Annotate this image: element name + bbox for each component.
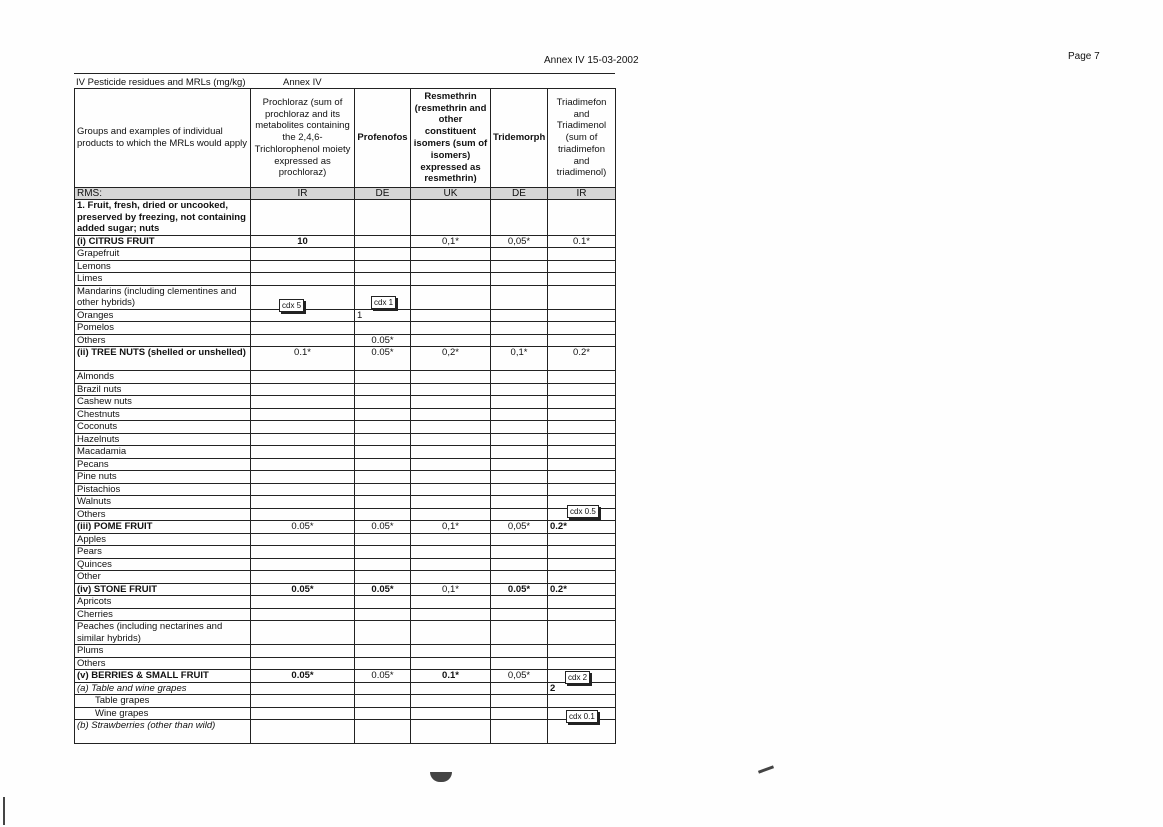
table-title: IV Pesticide residues and MRLs (mg/kg)	[76, 77, 246, 88]
mrl-value-cell	[491, 334, 548, 347]
mrl-value-cell	[355, 483, 411, 496]
mrl-value-cell	[355, 383, 411, 396]
mrl-value-cell	[355, 508, 411, 521]
mrl-value-cell	[548, 720, 616, 744]
mrl-value-cell	[355, 446, 411, 459]
rms-cell: DE	[491, 188, 548, 200]
mrl-value-cell	[411, 334, 491, 347]
mrl-value-cell	[355, 260, 411, 273]
mrl-value-cell	[491, 720, 548, 744]
mrl-value-cell	[491, 707, 548, 720]
table-row	[75, 371, 616, 384]
mrl-value-cell: 0,2*	[411, 347, 491, 371]
mrl-value-cell: 0.05*	[355, 334, 411, 347]
mrl-value-cell	[411, 371, 491, 384]
mrl-value-cell	[411, 546, 491, 559]
mrl-value-cell	[355, 200, 411, 236]
mrl-value-cell	[411, 383, 491, 396]
product-label: Cashew nuts	[75, 396, 251, 409]
product-label: Pistachios	[75, 483, 251, 496]
product-label: Pears	[75, 546, 251, 559]
mrl-value-cell: 0,1*	[411, 521, 491, 534]
mrl-value-cell	[251, 533, 355, 546]
mrl-value-cell	[411, 273, 491, 286]
mrl-value-cell	[548, 371, 616, 384]
mrl-value-cell	[251, 334, 355, 347]
table-row	[75, 200, 616, 236]
mrl-value-cell	[548, 285, 616, 309]
mrl-value-cell	[548, 248, 616, 261]
product-label: (b) Strawberries (other than wild)	[75, 720, 251, 744]
product-label: Brazil nuts	[75, 383, 251, 396]
product-label: (i) CITRUS FRUIT	[75, 235, 251, 248]
product-label: Wine grapes	[75, 707, 251, 720]
table-row	[75, 496, 616, 509]
mrl-value-cell	[251, 596, 355, 609]
table-row	[75, 347, 616, 371]
mrl-value-cell	[491, 546, 548, 559]
mrl-value-cell	[411, 533, 491, 546]
mrl-value-cell	[491, 260, 548, 273]
mrl-value-cell	[491, 383, 548, 396]
mrl-value-cell: 0.05*	[251, 521, 355, 534]
table-row	[75, 670, 616, 683]
mrl-value-cell	[491, 621, 548, 645]
mrl-value-cell	[251, 608, 355, 621]
table-row	[75, 483, 616, 496]
mrl-value-cell	[491, 571, 548, 584]
product-label: Oranges	[75, 309, 251, 322]
mrl-value-cell	[548, 645, 616, 658]
mrl-value-cell	[251, 645, 355, 658]
mrl-value-cell	[548, 608, 616, 621]
table-row	[75, 334, 616, 347]
mrl-value-cell	[491, 558, 548, 571]
mrl-value-cell	[355, 695, 411, 708]
product-label: Others	[75, 657, 251, 670]
product-label: Walnuts	[75, 496, 251, 509]
mrl-value-cell: 0.1*	[251, 347, 355, 371]
mrl-value-cell	[411, 657, 491, 670]
mrl-value-cell	[548, 695, 616, 708]
rms-label: RMS:	[75, 188, 251, 200]
mrl-value-cell	[251, 260, 355, 273]
mrl-value-cell	[251, 695, 355, 708]
mrl-value-cell	[491, 645, 548, 658]
table-row	[75, 396, 616, 409]
product-label: Pomelos	[75, 322, 251, 335]
mrl-value-cell	[491, 285, 548, 309]
table-row	[75, 657, 616, 670]
mrl-value-cell	[411, 322, 491, 335]
mrl-value-cell	[491, 471, 548, 484]
product-label: Macadamia	[75, 446, 251, 459]
mrl-value-cell	[491, 248, 548, 261]
product-label: Limes	[75, 273, 251, 286]
mrl-value-cell	[251, 383, 355, 396]
table-row	[75, 583, 616, 596]
rms-cell: UK	[411, 188, 491, 200]
mrl-value-cell	[355, 682, 411, 695]
mrl-value-cell	[355, 248, 411, 261]
table-row	[75, 720, 616, 744]
mrl-value-cell: 0.1*	[411, 670, 491, 683]
mrl-value-cell	[355, 458, 411, 471]
product-label: (ii) TREE NUTS (shelled or unshelled)	[75, 347, 251, 371]
mrl-value-cell	[491, 596, 548, 609]
mrl-value-cell	[251, 571, 355, 584]
product-label: Apples	[75, 533, 251, 546]
product-label: Other	[75, 571, 251, 584]
table-row	[75, 458, 616, 471]
rms-row	[75, 188, 616, 200]
mrl-value-cell: 0,05*	[491, 235, 548, 248]
mrl-value-cell: 0,1*	[411, 235, 491, 248]
mrl-value-cell: 0,1*	[491, 347, 548, 371]
mrl-value-cell	[251, 446, 355, 459]
mrl-value-cell	[548, 471, 616, 484]
mrl-value-cell	[251, 396, 355, 409]
table-row	[75, 248, 616, 261]
mrl-value-cell	[491, 458, 548, 471]
mrl-value-cell	[411, 596, 491, 609]
mrl-value-cell	[355, 433, 411, 446]
mrl-value-cell	[355, 707, 411, 720]
mrl-value-cell	[251, 508, 355, 521]
mrl-value-cell: 0.1*	[548, 235, 616, 248]
rms-cell: IR	[548, 188, 616, 200]
rms-cell: IR	[251, 188, 355, 200]
mrl-value-cell	[411, 458, 491, 471]
mrl-value-cell	[491, 533, 548, 546]
table-row	[75, 433, 616, 446]
mrl-value-cell: 0.05*	[355, 670, 411, 683]
product-label: Cherries	[75, 608, 251, 621]
table-row	[75, 273, 616, 286]
mrl-value-cell	[411, 260, 491, 273]
product-label: Plums	[75, 645, 251, 658]
mrl-value-cell	[411, 421, 491, 434]
mrl-value-cell	[355, 533, 411, 546]
mrl-value-cell	[411, 645, 491, 658]
mrl-value-cell	[251, 546, 355, 559]
mrl-value-cell	[355, 396, 411, 409]
top-rule	[74, 73, 615, 74]
mrl-value-cell: 0.05*	[491, 583, 548, 596]
table-row	[75, 682, 616, 695]
mrl-value-cell	[548, 458, 616, 471]
mrl-value-cell	[411, 483, 491, 496]
mrl-value-cell	[251, 483, 355, 496]
mrl-value-cell	[411, 408, 491, 421]
mrl-value-cell: 0.05*	[251, 670, 355, 683]
mrl-value-cell	[548, 446, 616, 459]
product-label: Almonds	[75, 371, 251, 384]
mrl-value-cell	[251, 371, 355, 384]
mrl-value-cell	[548, 546, 616, 559]
product-label: (iv) STONE FRUIT	[75, 583, 251, 596]
table-row	[75, 521, 616, 534]
table-row	[75, 608, 616, 621]
table-row	[75, 446, 616, 459]
mrl-value-cell	[411, 471, 491, 484]
mrl-value-cell	[251, 322, 355, 335]
mrl-value-cell	[548, 396, 616, 409]
table-row	[75, 645, 616, 658]
mrl-value-cell	[491, 421, 548, 434]
mrl-value-cell: 1	[355, 309, 411, 322]
mrl-value-cell	[548, 383, 616, 396]
table-row	[75, 322, 616, 335]
cdx-annotation-box: cdx 0.5	[567, 505, 599, 518]
mrl-value-cell	[411, 396, 491, 409]
mrl-value-cell	[411, 508, 491, 521]
mrl-value-cell	[548, 334, 616, 347]
product-label: Chestnuts	[75, 408, 251, 421]
mrl-value-cell	[251, 621, 355, 645]
table-row	[75, 383, 616, 396]
mrl-value-cell: 0.2*	[548, 347, 616, 371]
mrl-value-cell	[548, 421, 616, 434]
mrl-value-cell	[355, 608, 411, 621]
mrl-value-cell	[355, 471, 411, 484]
scan-blot	[430, 772, 452, 782]
mrl-value-cell	[355, 496, 411, 509]
mrl-value-cell	[548, 621, 616, 645]
mrl-value-cell	[491, 657, 548, 670]
mrl-value-cell: 0,05*	[491, 670, 548, 683]
product-label: (iii) POME FRUIT	[75, 521, 251, 534]
mrl-value-cell	[251, 471, 355, 484]
product-label: Mandarins (including clementines and other hybrids)	[75, 285, 251, 309]
table-row	[75, 421, 616, 434]
tridemorph-header: Tridemorph	[491, 89, 548, 188]
mrl-value-cell	[548, 322, 616, 335]
mrl-value-cell	[355, 421, 411, 434]
mrl-value-cell	[548, 596, 616, 609]
mrl-value-cell	[411, 200, 491, 236]
product-label: Quinces	[75, 558, 251, 571]
profenofos-header: Profenofos	[355, 89, 411, 188]
product-label: Lemons	[75, 260, 251, 273]
mrl-value-cell	[548, 273, 616, 286]
table-row	[75, 408, 616, 421]
mrl-value-cell	[355, 720, 411, 744]
mrl-value-cell	[491, 371, 548, 384]
table-row	[75, 533, 616, 546]
product-label: (v) BERRIES & SMALL FRUIT	[75, 670, 251, 683]
mrl-value-cell	[491, 483, 548, 496]
mrl-value-cell	[251, 657, 355, 670]
table-row	[75, 571, 616, 584]
mrl-value-cell: 0.05*	[355, 583, 411, 596]
mrl-value-cell	[491, 433, 548, 446]
mrl-value-cell	[355, 322, 411, 335]
table-row	[75, 558, 616, 571]
mrl-value-cell	[491, 408, 548, 421]
mrl-value-cell: 0.2*	[548, 521, 616, 534]
mrl-value-cell	[251, 421, 355, 434]
product-label: Pine nuts	[75, 471, 251, 484]
mrl-value-cell	[548, 260, 616, 273]
product-label: Apricots	[75, 596, 251, 609]
mrl-value-cell	[548, 657, 616, 670]
mrl-value-cell	[548, 533, 616, 546]
mrl-value-cell	[251, 558, 355, 571]
mrl-value-cell: 0.05*	[251, 583, 355, 596]
mrl-value-cell	[411, 608, 491, 621]
product-label: Table grapes	[75, 695, 251, 708]
mrl-value-cell: 0.05*	[355, 347, 411, 371]
mrl-value-cell	[355, 558, 411, 571]
mrl-value-cell	[491, 273, 548, 286]
table-row	[75, 621, 616, 645]
mrl-value-cell	[411, 496, 491, 509]
product-label: 1. Fruit, fresh, dried or uncooked, preserved by freezing, not containing added sugar; nuts	[75, 200, 251, 236]
mrl-value-cell	[491, 608, 548, 621]
mrl-value-cell: 0.05*	[355, 521, 411, 534]
product-label: Coconuts	[75, 421, 251, 434]
mrl-table	[74, 88, 616, 744]
mrl-value-cell	[411, 248, 491, 261]
prochloraz-header: Prochloraz (sum of prochloraz and its metabolites containing the 2,4,6-Trichlorophenol moiety expressed as prochloraz)	[251, 89, 355, 188]
cdx-annotation-box: cdx 2	[565, 671, 590, 684]
mrl-value-cell	[411, 682, 491, 695]
product-label: Others	[75, 334, 251, 347]
mrl-value-cell	[491, 682, 548, 695]
mrl-value-cell	[411, 433, 491, 446]
scan-edge-mark	[3, 797, 5, 825]
mrl-value-cell	[411, 558, 491, 571]
mrl-value-cell	[355, 371, 411, 384]
table-row	[75, 260, 616, 273]
mrl-value-cell: 2	[548, 682, 616, 695]
mrl-value-cell	[251, 433, 355, 446]
mrl-value-cell	[548, 558, 616, 571]
mrl-value-cell	[491, 695, 548, 708]
mrl-value-cell	[355, 408, 411, 421]
mrl-value-cell	[491, 446, 548, 459]
mrl-value-cell	[355, 546, 411, 559]
product-label: Hazelnuts	[75, 433, 251, 446]
resmethrin-header: Resmethrin (resmethrin and other constituent isomers (sum of isomers) expressed as resmethrin)	[411, 89, 491, 188]
annex-label: Annex IV	[283, 77, 322, 88]
table-row	[75, 596, 616, 609]
mrl-value-cell: 0.2*	[548, 583, 616, 596]
mrl-value-cell	[411, 707, 491, 720]
annex-date-header: Annex IV 15-03-2002	[544, 55, 639, 66]
mrl-value-cell	[411, 621, 491, 645]
mrl-value-cell	[251, 200, 355, 236]
cdx-annotation-box: cdx 1	[371, 296, 396, 309]
product-label: Peaches (including nectarines and similar hybrids)	[75, 621, 251, 645]
product-label: Grapefruit	[75, 248, 251, 261]
mrl-value-cell	[251, 707, 355, 720]
table-row	[75, 309, 616, 322]
mrl-value-cell	[251, 720, 355, 744]
rms-cell: DE	[355, 188, 411, 200]
mrl-value-cell	[355, 657, 411, 670]
table-row	[75, 546, 616, 559]
table-row	[75, 508, 616, 521]
column-header-row	[75, 89, 616, 188]
scan-blot	[758, 765, 774, 773]
mrl-value-cell	[491, 496, 548, 509]
group-column-header: Groups and examples of individual products to which the MRLs would apply	[75, 89, 251, 188]
product-label: (a) Table and wine grapes	[75, 682, 251, 695]
mrl-value-cell	[491, 322, 548, 335]
mrl-value-cell	[355, 571, 411, 584]
mrl-value-cell	[411, 695, 491, 708]
mrl-value-cell: 10	[251, 235, 355, 248]
mrl-value-cell: 0,05*	[491, 521, 548, 534]
mrl-value-cell	[491, 200, 548, 236]
mrl-value-cell	[251, 458, 355, 471]
table-row	[75, 235, 616, 248]
mrl-value-cell	[251, 496, 355, 509]
cdx-annotation-box: cdx 0.1	[566, 710, 598, 723]
mrl-value-cell	[548, 571, 616, 584]
product-label: Others	[75, 508, 251, 521]
table-row	[75, 285, 616, 309]
mrl-value-cell	[491, 508, 548, 521]
table-row	[75, 707, 616, 720]
mrl-value-cell	[548, 433, 616, 446]
table-row	[75, 471, 616, 484]
page-number: Page 7	[1068, 51, 1100, 62]
mrl-value-cell	[548, 309, 616, 322]
mrl-value-cell	[251, 682, 355, 695]
mrl-value-cell: 0,1*	[411, 583, 491, 596]
triadimefon-header: Triadimefon and Triadimenol (sum of triadimefon and triadimenol)	[548, 89, 616, 188]
mrl-value-cell	[491, 396, 548, 409]
mrl-value-cell	[491, 309, 548, 322]
mrl-value-cell	[251, 408, 355, 421]
cdx-annotation-box: cdx 5	[279, 299, 304, 312]
mrl-value-cell	[411, 571, 491, 584]
mrl-value-cell	[411, 446, 491, 459]
mrl-value-cell	[355, 273, 411, 286]
mrl-value-cell	[355, 235, 411, 248]
mrl-value-cell	[355, 596, 411, 609]
mrl-value-cell	[355, 621, 411, 645]
product-label: Pecans	[75, 458, 251, 471]
mrl-value-cell	[548, 483, 616, 496]
mrl-value-cell	[548, 408, 616, 421]
mrl-value-cell	[355, 645, 411, 658]
mrl-value-cell	[548, 200, 616, 236]
mrl-value-cell	[251, 248, 355, 261]
mrl-value-cell	[251, 273, 355, 286]
table-row	[75, 695, 616, 708]
mrl-value-cell	[411, 720, 491, 744]
mrl-value-cell	[411, 285, 491, 309]
mrl-value-cell	[411, 309, 491, 322]
